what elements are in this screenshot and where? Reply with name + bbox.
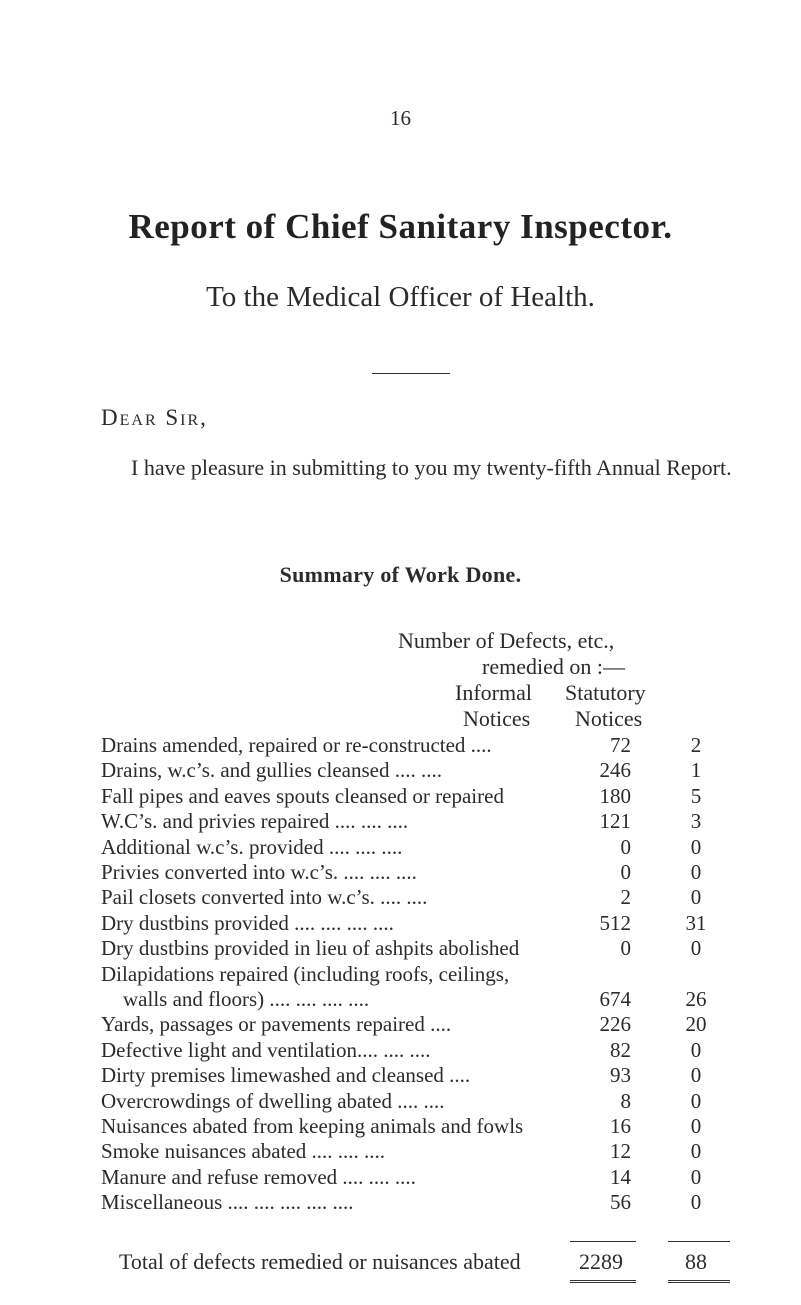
row-statutory-value: 0 bbox=[690, 1037, 702, 1062]
row-statutory-value: 0 bbox=[690, 1139, 702, 1164]
table-row bbox=[101, 885, 761, 909]
column-header-informal-1: Informal bbox=[455, 680, 532, 705]
total-informal: 2289 bbox=[579, 1249, 623, 1274]
row-informal-value: 56 bbox=[610, 1190, 631, 1215]
row-label: Smoke nuisances abated .... .... .... bbox=[101, 1139, 386, 1164]
total-informal-double-rule bbox=[570, 1280, 636, 1283]
row-informal-value: 12 bbox=[610, 1139, 631, 1164]
row-label: Fall pipes and eaves spouts cleansed or repaired bbox=[101, 783, 504, 808]
table-row bbox=[101, 1038, 761, 1062]
row-informal-value: 246 bbox=[599, 758, 631, 783]
table-row bbox=[101, 860, 761, 884]
table-row bbox=[101, 911, 761, 935]
row-statutory-value: 20 bbox=[685, 1012, 707, 1037]
row-statutory-value: 0 bbox=[690, 885, 702, 910]
total-statutory-double-rule bbox=[668, 1280, 730, 1283]
row-informal-value: 0 bbox=[620, 860, 631, 884]
row-informal-value: 674 bbox=[599, 987, 631, 1011]
total-informal-rule bbox=[570, 1241, 636, 1242]
table-row bbox=[101, 1190, 761, 1214]
table-header-line1: Number of Defects, etc., bbox=[398, 628, 615, 653]
table-row bbox=[101, 809, 761, 833]
row-statutory-value: 2 bbox=[690, 733, 702, 757]
row-informal-value: 72 bbox=[610, 733, 631, 757]
row-statutory-value: 0 bbox=[690, 936, 702, 961]
row-statutory-value: 3 bbox=[690, 809, 702, 834]
column-header-statutory-2: Notices bbox=[575, 706, 643, 731]
row-label: Drains, w.c’s. and gullies cleansed .... .... bbox=[101, 758, 442, 783]
total-statutory: 88 bbox=[685, 1249, 707, 1274]
row-informal-value: 2 bbox=[620, 885, 631, 910]
table-row bbox=[101, 1165, 761, 1189]
table-row bbox=[101, 758, 761, 782]
row-label: Nuisances abated from keeping animals and fowls bbox=[101, 1114, 524, 1138]
row-label: W.C’s. and privies repaired .... .... .... bbox=[101, 809, 409, 834]
report-subtitle: To the Medical Officer of Health. bbox=[206, 281, 595, 313]
row-label: Miscellaneous .... .... .... .... .... bbox=[101, 1190, 354, 1215]
salutation: Dear Sir, bbox=[101, 405, 208, 430]
table-row bbox=[101, 835, 761, 859]
column-header-statutory-1: Statutory bbox=[565, 680, 646, 705]
row-statutory-value: 0 bbox=[690, 860, 702, 884]
row-label: Overcrowdings of dwelling abated .... .... bbox=[101, 1088, 445, 1113]
page-number: 16 bbox=[390, 106, 411, 130]
table-row bbox=[101, 1012, 761, 1036]
intro-paragraph: I have pleasure in submitting to you my twenty-fifth Annual Report. bbox=[131, 455, 732, 480]
row-label: Pail closets converted into w.c’s. .... .... bbox=[101, 885, 428, 910]
row-label: walls and floors) .... .... .... .... bbox=[123, 987, 370, 1011]
row-informal-value: 16 bbox=[610, 1114, 631, 1138]
row-statutory-value: 26 bbox=[685, 987, 707, 1011]
table-header-line2: remedied on :— bbox=[482, 654, 625, 679]
row-statutory-value: 0 bbox=[690, 1190, 702, 1215]
total-label: Total of defects remedied or nuisances abated bbox=[119, 1249, 521, 1274]
table-row bbox=[101, 962, 761, 986]
row-label: Privies converted into w.c’s. .... .... .... bbox=[101, 860, 417, 884]
table-row bbox=[101, 987, 761, 1011]
row-label: Dry dustbins provided .... .... .... .... bbox=[101, 910, 394, 935]
row-statutory-value: 31 bbox=[685, 910, 707, 935]
row-informal-value: 0 bbox=[620, 936, 631, 961]
row-statutory-value: 0 bbox=[690, 834, 702, 859]
row-label: Manure and refuse removed .... .... .... bbox=[101, 1164, 416, 1189]
row-label: Additional w.c’s. provided .... .... .... bbox=[101, 834, 403, 859]
table-row bbox=[101, 1139, 761, 1163]
table-row bbox=[101, 1089, 761, 1113]
row-label: Yards, passages or pavements repaired .... bbox=[101, 1012, 452, 1037]
row-informal-value: 14 bbox=[610, 1164, 631, 1189]
row-statutory-value: 1 bbox=[690, 758, 702, 783]
row-informal-value: 180 bbox=[599, 783, 631, 808]
title-divider bbox=[372, 373, 450, 374]
total-row bbox=[0, 1249, 801, 1275]
row-statutory-value: 5 bbox=[690, 783, 702, 808]
row-informal-value: 0 bbox=[620, 834, 631, 859]
row-informal-value: 121 bbox=[599, 809, 631, 834]
row-label: Dirty premises limewashed and cleansed .... bbox=[101, 1063, 471, 1088]
total-statutory-rule bbox=[668, 1241, 730, 1242]
table-row bbox=[101, 733, 761, 757]
row-informal-value: 226 bbox=[599, 1012, 631, 1037]
row-informal-value: 93 bbox=[610, 1063, 631, 1088]
summary-heading: Summary of Work Done. bbox=[279, 562, 522, 587]
row-label: Dilapidations repaired (including roofs, ceilings, bbox=[101, 961, 510, 986]
row-statutory-value: 0 bbox=[690, 1114, 702, 1138]
row-informal-value: 82 bbox=[610, 1037, 631, 1062]
table-row bbox=[101, 784, 761, 808]
table-row bbox=[101, 1114, 761, 1138]
table-row bbox=[101, 936, 761, 960]
table-row bbox=[101, 1063, 761, 1087]
row-label: Drains amended, repaired or re-constructed .... bbox=[101, 733, 492, 757]
row-informal-value: 8 bbox=[620, 1088, 631, 1113]
column-header-informal-2: Notices bbox=[463, 706, 531, 731]
row-informal-value: 512 bbox=[599, 910, 631, 935]
row-statutory-value: 0 bbox=[690, 1063, 702, 1088]
row-label: Dry dustbins provided in lieu of ashpits abolished bbox=[101, 936, 520, 961]
report-title: Report of Chief Sanitary Inspector. bbox=[128, 207, 673, 246]
row-label: Defective light and ventilation.... .... .... bbox=[101, 1037, 431, 1062]
row-statutory-value: 0 bbox=[690, 1164, 702, 1189]
row-statutory-value: 0 bbox=[690, 1088, 702, 1113]
